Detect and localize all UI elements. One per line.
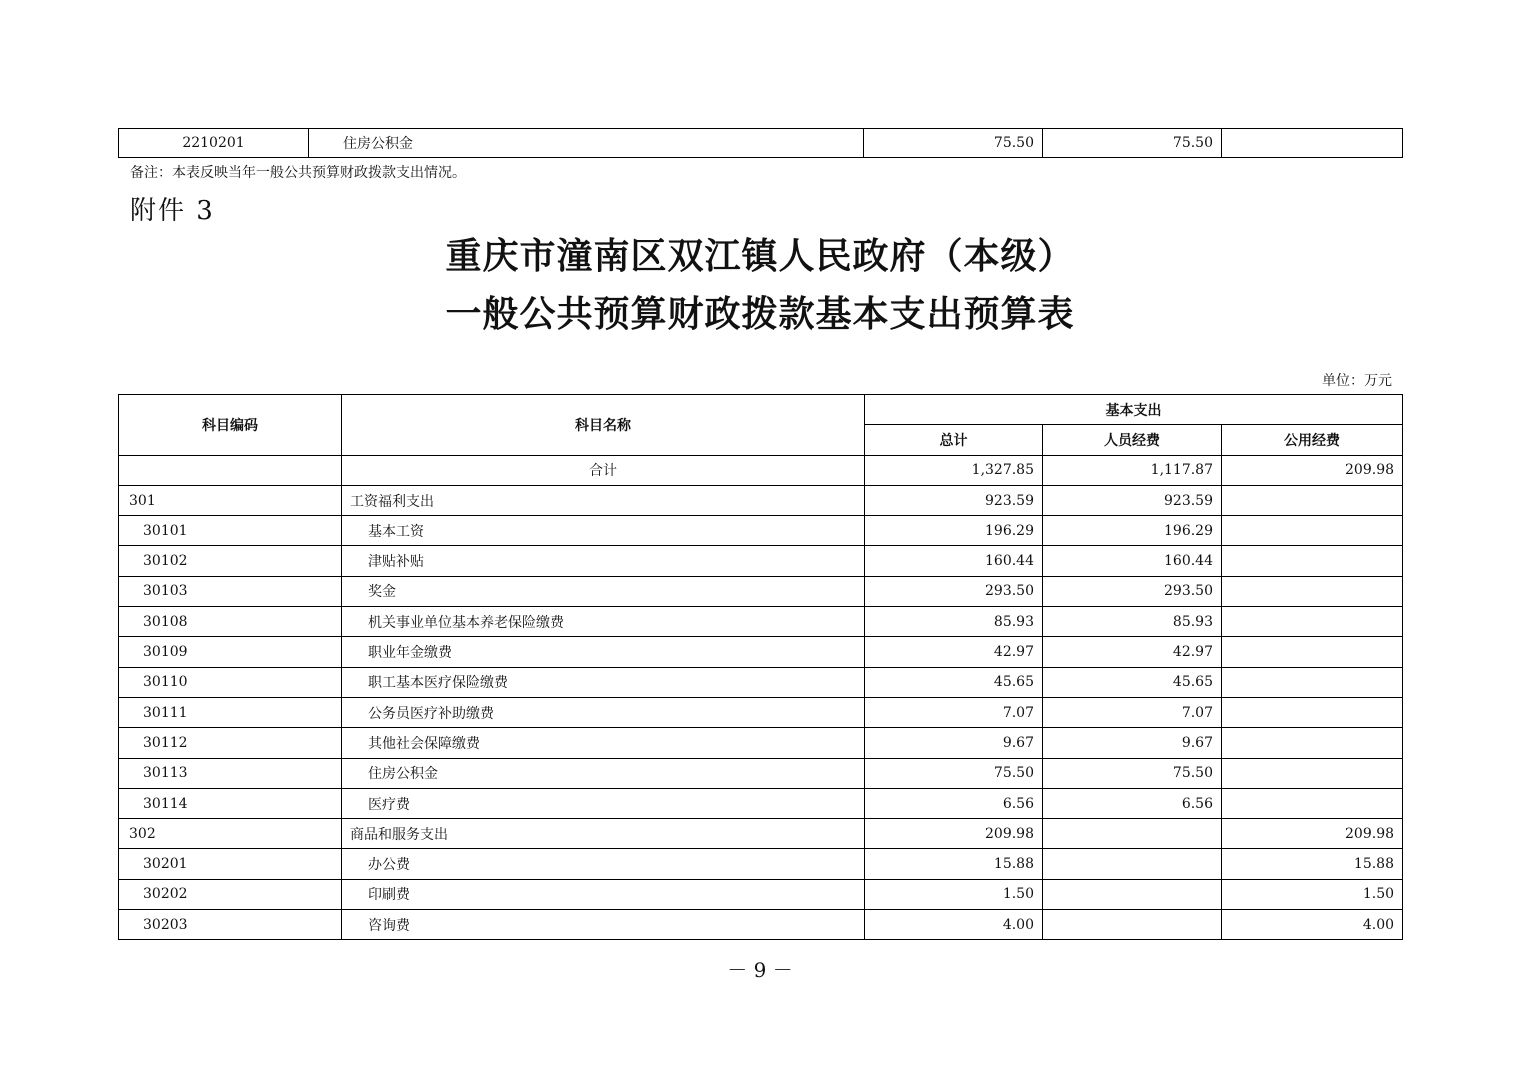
total-cell: 45.65 xyxy=(865,667,1043,697)
name-cell: 工资福利支出 xyxy=(342,485,865,515)
table-row xyxy=(119,516,1403,546)
prev-code-cell: 2210201 xyxy=(119,129,309,158)
header-public: 公用经费 xyxy=(1222,425,1403,455)
personnel-cell: 6.56 xyxy=(1043,788,1222,818)
table-row xyxy=(119,129,1403,158)
code-cell: 301 xyxy=(119,485,342,515)
name-cell: 公务员医疗补助缴费 xyxy=(342,697,865,727)
personnel-cell: 9.67 xyxy=(1043,728,1222,758)
header-code: 科目编码 xyxy=(119,395,342,456)
total-cell: 7.07 xyxy=(865,697,1043,727)
table-row xyxy=(119,788,1403,818)
table-row xyxy=(119,607,1403,637)
code-cell xyxy=(119,455,342,485)
personnel-cell: 160.44 xyxy=(1043,546,1222,576)
header-row xyxy=(119,395,1403,425)
public-cell xyxy=(1222,728,1403,758)
table-row xyxy=(119,728,1403,758)
code-cell: 30112 xyxy=(119,728,342,758)
personnel-cell xyxy=(1043,819,1222,849)
public-cell xyxy=(1222,697,1403,727)
total-cell: 209.98 xyxy=(865,819,1043,849)
header-group: 基本支出 xyxy=(865,395,1403,425)
personnel-cell: 42.97 xyxy=(1043,637,1222,667)
prev-public-cell xyxy=(1222,129,1403,158)
attachment-label: 附件 3 xyxy=(130,196,215,226)
personnel-cell: 293.50 xyxy=(1043,576,1222,606)
table-row xyxy=(119,910,1403,940)
code-cell: 30111 xyxy=(119,697,342,727)
public-cell: 1.50 xyxy=(1222,879,1403,909)
public-cell: 209.98 xyxy=(1222,819,1403,849)
personnel-cell: 45.65 xyxy=(1043,667,1222,697)
total-cell: 4.00 xyxy=(865,910,1043,940)
table-body xyxy=(119,455,1403,940)
code-cell: 30101 xyxy=(119,516,342,546)
total-cell: 923.59 xyxy=(865,485,1043,515)
page-number: － 9 － xyxy=(727,958,793,982)
personnel-cell: 923.59 xyxy=(1043,485,1222,515)
table-row xyxy=(119,819,1403,849)
total-cell: 160.44 xyxy=(865,546,1043,576)
budget-table xyxy=(118,394,1403,940)
table-row xyxy=(119,546,1403,576)
total-cell: 75.50 xyxy=(865,758,1043,788)
personnel-cell: 75.50 xyxy=(1043,758,1222,788)
name-cell: 办公费 xyxy=(342,849,865,879)
name-cell: 职工基本医疗保险缴费 xyxy=(342,667,865,697)
public-cell xyxy=(1222,637,1403,667)
public-cell xyxy=(1222,576,1403,606)
total-cell: 9.67 xyxy=(865,728,1043,758)
personnel-cell: 1,117.87 xyxy=(1043,455,1222,485)
table-row xyxy=(119,697,1403,727)
code-cell: 30108 xyxy=(119,607,342,637)
name-cell: 津贴补贴 xyxy=(342,546,865,576)
prev-total-cell: 75.50 xyxy=(864,129,1043,158)
table-note: 备注：本表反映当年一般公共预算财政拨款支出情况。 xyxy=(130,165,466,181)
public-cell: 209.98 xyxy=(1222,455,1403,485)
name-cell: 医疗费 xyxy=(342,788,865,818)
name-cell: 咨询费 xyxy=(342,910,865,940)
header-total: 总计 xyxy=(865,425,1043,455)
public-cell xyxy=(1222,516,1403,546)
total-cell: 42.97 xyxy=(865,637,1043,667)
table-row xyxy=(119,758,1403,788)
name-cell: 印刷费 xyxy=(342,879,865,909)
table-row xyxy=(119,455,1403,485)
public-cell xyxy=(1222,788,1403,818)
name-cell: 奖金 xyxy=(342,576,865,606)
total-cell: 1.50 xyxy=(865,879,1043,909)
name-cell: 基本工资 xyxy=(342,516,865,546)
name-cell: 合计 xyxy=(342,455,865,485)
code-cell: 30110 xyxy=(119,667,342,697)
code-cell: 30103 xyxy=(119,576,342,606)
previous-table-continuation xyxy=(118,128,1403,158)
personnel-cell: 196.29 xyxy=(1043,516,1222,546)
name-cell: 商品和服务支出 xyxy=(342,819,865,849)
table-row xyxy=(119,576,1403,606)
unit-label: 单位：万元 xyxy=(1322,373,1392,389)
header-name: 科目名称 xyxy=(342,395,865,456)
total-cell: 15.88 xyxy=(865,849,1043,879)
total-cell: 1,327.85 xyxy=(865,455,1043,485)
public-cell: 15.88 xyxy=(1222,849,1403,879)
code-cell: 302 xyxy=(119,819,342,849)
header-personnel: 人员经费 xyxy=(1043,425,1222,455)
code-cell: 30102 xyxy=(119,546,342,576)
table-row xyxy=(119,637,1403,667)
page-title-line1: 重庆市潼南区双江镇人民政府（本级） xyxy=(445,235,1075,277)
prev-personnel-cell: 75.50 xyxy=(1043,129,1222,158)
code-cell: 30203 xyxy=(119,910,342,940)
public-cell xyxy=(1222,485,1403,515)
total-cell: 293.50 xyxy=(865,576,1043,606)
name-cell: 职业年金缴费 xyxy=(342,637,865,667)
total-cell: 85.93 xyxy=(865,607,1043,637)
public-cell xyxy=(1222,758,1403,788)
table-row xyxy=(119,485,1403,515)
total-cell: 196.29 xyxy=(865,516,1043,546)
personnel-cell xyxy=(1043,879,1222,909)
public-cell: 4.00 xyxy=(1222,910,1403,940)
prev-name-cell: 住房公积金 xyxy=(309,129,864,158)
name-cell: 住房公积金 xyxy=(342,758,865,788)
name-cell: 机关事业单位基本养老保险缴费 xyxy=(342,607,865,637)
table-row xyxy=(119,849,1403,879)
code-cell: 30109 xyxy=(119,637,342,667)
public-cell xyxy=(1222,607,1403,637)
code-cell: 30201 xyxy=(119,849,342,879)
table-row xyxy=(119,667,1403,697)
code-cell: 30114 xyxy=(119,788,342,818)
code-cell: 30202 xyxy=(119,879,342,909)
personnel-cell xyxy=(1043,849,1222,879)
personnel-cell: 7.07 xyxy=(1043,697,1222,727)
code-cell: 30113 xyxy=(119,758,342,788)
public-cell xyxy=(1222,667,1403,697)
page-title-line2: 一般公共预算财政拨款基本支出预算表 xyxy=(445,293,1075,335)
total-cell: 6.56 xyxy=(865,788,1043,818)
personnel-cell: 85.93 xyxy=(1043,607,1222,637)
table-row xyxy=(119,879,1403,909)
public-cell xyxy=(1222,546,1403,576)
personnel-cell xyxy=(1043,910,1222,940)
name-cell: 其他社会保障缴费 xyxy=(342,728,865,758)
